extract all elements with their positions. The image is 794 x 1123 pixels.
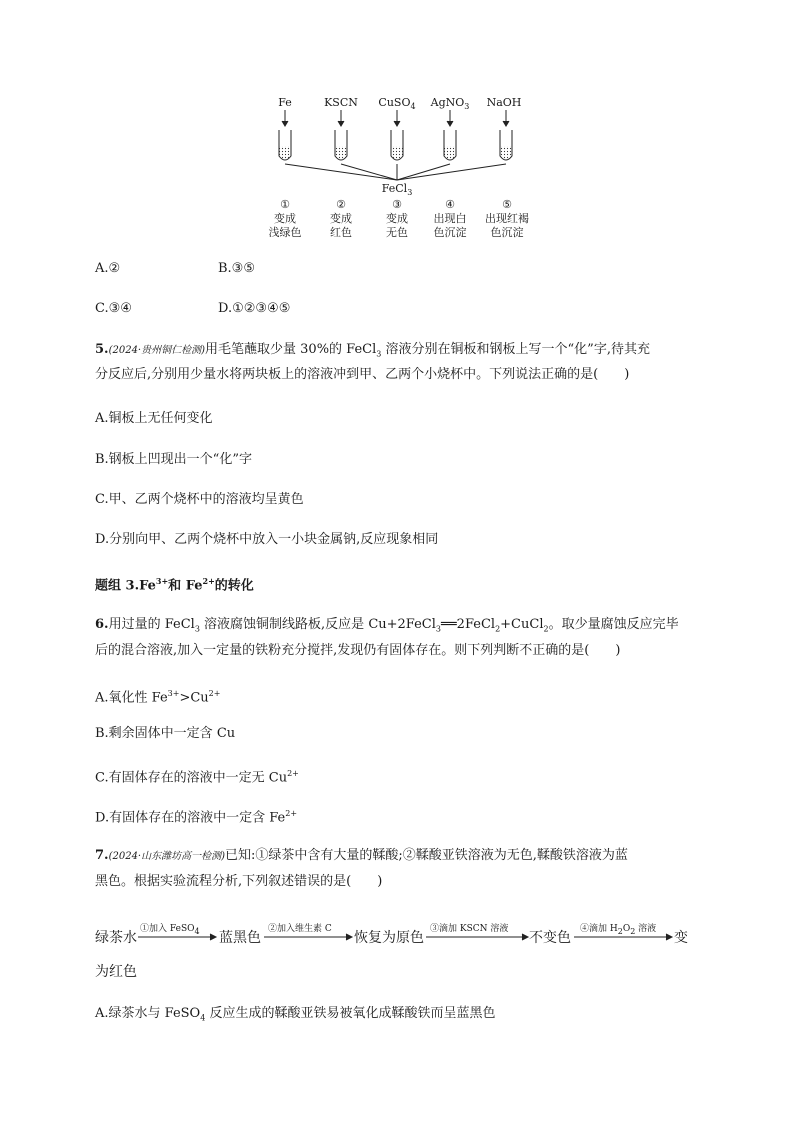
flow-step2-label: ②加入维生素 C	[268, 924, 332, 934]
flow-arrow-2	[264, 933, 354, 941]
q6-option-b[interactable]: B.剩余固体中一定含 Cu	[95, 726, 236, 741]
tube-1	[279, 130, 291, 160]
flow-arrow-1	[138, 933, 218, 941]
reagent-cuso4: CuSO$_4$	[378, 96, 416, 112]
flow-result-3: 不变色	[529, 930, 571, 946]
q6-stem-line1: 6.用过量的 FeCl$_3$ 溶液腐蚀铜制线路板,反应是 Cu+2FeCl$_3$══2FeCl$_2$+CuCl$_2$。取少量腐蚀反应完毕	[95, 617, 679, 634]
q5-option-a[interactable]: A.铜板上无任何变化	[95, 411, 213, 426]
q7-option-a[interactable]: A.绿茶水与 FeSO$_4$ 反应生成的鞣酸亚铁易被氧化成鞣酸铁而呈蓝黑色	[95, 1006, 496, 1023]
q4-option-d[interactable]: D.①②③④⑤	[218, 301, 291, 316]
flow-tail: 为红色	[95, 964, 137, 980]
q5-stem-line1: 5.(2024·贵州铜仁检测)用毛笔蘸取少量 30%的 FeCl$_3$ 溶液分别在铜板和钢板上写一个“化”字,待其充	[95, 342, 650, 359]
outcome-1: ① 变成 浅绿色	[268, 198, 302, 239]
q7-stem-line2: 黑色。根据实验流程分析,下列叙述错误的是( )	[95, 874, 383, 889]
tube-2	[335, 130, 347, 160]
center-fecl3-label: FeCl$_3$	[381, 182, 413, 198]
outcome-2: ② 变成 红色	[330, 198, 352, 239]
q5-option-b[interactable]: B.钢板上凹现出一个“化”字	[95, 452, 252, 467]
q6-option-c[interactable]: C.有固体存在的溶液中一定无 $Cu^{2+}$	[95, 769, 299, 786]
tube-5	[500, 130, 512, 160]
q4-option-c[interactable]: C.③④	[95, 301, 132, 316]
flow-start: 绿茶水	[95, 930, 137, 946]
flow-result-2: 恢复为原色	[354, 930, 424, 946]
reagent-agno3: AgNO$_3$	[430, 96, 470, 112]
q5-stem-line2: 分反应后,分别用少量水将两块板上的溶液冲到甲、乙两个小烧杯中。下列说法正确的是( )	[95, 367, 630, 382]
q6-stem-line2: 后的混合溶液,加入一定量的铁粉充分搅拌,发现仍有固体存在。则下列判断不正确的是( )	[95, 643, 621, 658]
flow-result-4: 变	[674, 930, 688, 946]
tube-3	[391, 130, 403, 160]
flow-step1-label: ①加入 FeSO$_4$	[140, 924, 200, 936]
q6-option-a[interactable]: A.氧化性 $Fe^{3+}>Cu^{2+}$	[95, 689, 221, 706]
reagent-fe: Fe	[278, 96, 292, 109]
q4-option-a[interactable]: A.②	[95, 261, 121, 276]
reagent-kscn: KSCN	[324, 96, 358, 109]
test-tubes-graphic	[260, 108, 540, 190]
flow-arrow-4	[574, 933, 674, 941]
outcome-4: ④ 出现白 色沉淀	[433, 198, 467, 239]
q5-option-d[interactable]: D.分别向甲、乙两个烧杯中放入一小块金属钠,反应现象相同	[95, 532, 439, 547]
flow-arrow-3	[426, 933, 530, 941]
outcome-3: ③ 变成 无色	[386, 198, 408, 239]
q4-option-b[interactable]: B.③⑤	[218, 261, 255, 276]
group3-heading: 题组 $3.Fe^{3+}$和 $Fe^{2+}$的转化	[95, 576, 254, 594]
outcome-5: ⑤ 出现红褐 色沉淀	[485, 198, 529, 239]
q6-option-d[interactable]: D.有固体存在的溶液中一定含 $Fe^{2+}$	[95, 809, 298, 826]
flow-result-1: 蓝黑色	[219, 930, 261, 946]
tube-4	[444, 130, 456, 160]
q7-stem-line1: 7.(2024·山东潍坊高一检测)已知:①绿茶中含有大量的鞣酸;②鞣酸亚铁溶液为无色,鞣酸铁溶液为蓝	[95, 848, 628, 863]
reagent-naoh: NaOH	[486, 96, 522, 109]
flow-step4-label: ④滴加 $H_2O_2$ 溶液	[580, 924, 657, 936]
q5-option-c[interactable]: C.甲、乙两个烧杯中的溶液均呈黄色	[95, 492, 304, 507]
flow-step3-label: ③滴加 KSCN 溶液	[430, 924, 509, 934]
